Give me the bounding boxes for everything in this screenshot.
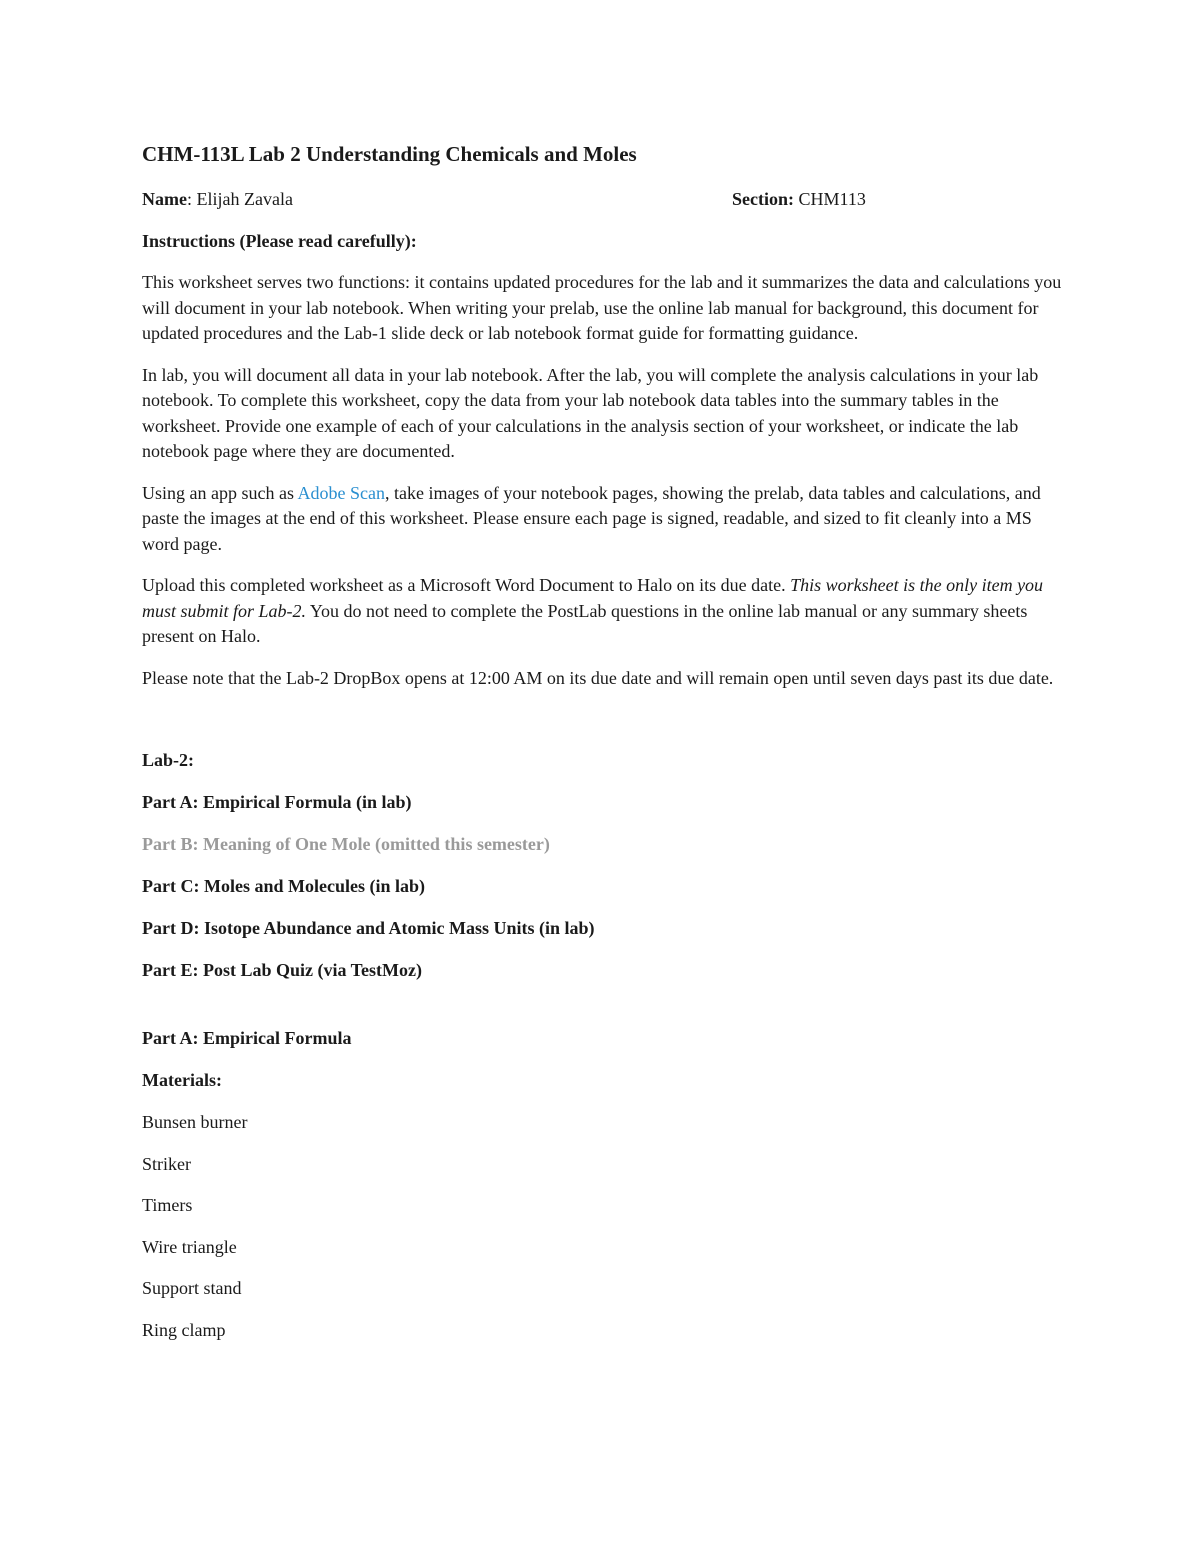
materials-heading: Materials: <box>142 1070 222 1090</box>
paragraph-lab-notebook: In lab, you will document all data in your lab notebook. After the lab, you will complete the analysis calculations in your lab notebook. To complete this worksheet, copy the data from your lab notebook data tables into the summary tables in the worksheet. Provide one example of each of your calculations in the analysis section of your worksheet, or indicate the lab notebook page where they are documented. <box>142 364 1039 461</box>
name-label: Name <box>142 189 187 209</box>
name-field <box>142 189 293 209</box>
material-item: Timers <box>142 1195 193 1215</box>
name-value: : Elijah Zavala <box>186 189 293 209</box>
part-e-item: Part E: Post Lab Quiz (via TestMoz) <box>142 960 422 980</box>
material-item: Ring clamp <box>142 1319 226 1340</box>
para3-before: Using an app such as <box>142 482 298 503</box>
paragraph-dropbox: Please note that the Lab-2 DropBox opens at 12:00 AM on its due date and will remain open until seven days past its due date. <box>142 667 1054 688</box>
part-a-heading: Part A: Empirical Formula <box>142 1028 352 1048</box>
material-item: Bunsen burner <box>142 1112 248 1132</box>
part-b-item: Part B: Meaning of One Mole (omitted this semester) <box>142 834 550 854</box>
section-field <box>732 186 866 212</box>
lab-heading: Lab-2: <box>142 750 195 770</box>
paragraph-scan-images <box>142 481 1062 558</box>
paragraph-worksheet-functions: This worksheet serves two functions: it contains updated procedures for the lab and it summarizes the data and calculations you will document in your lab notebook. When writing your prelab, use the online lab manual for background, this document for updated procedures and the Lab-1 slide deck or lab notebook format guide for formatting guidance. <box>142 272 1062 343</box>
para4-after: You do not need to complete the PostLab questions in the online lab manual or any summary sheets present on Halo. <box>142 600 1028 646</box>
paragraph-upload <box>142 573 1062 650</box>
instructions-heading: Instructions (Please read carefully): <box>142 231 417 251</box>
part-a-item: Part A: Empirical Formula (in lab) <box>142 792 412 812</box>
para4-before: Upload this completed worksheet as a Microsoft Word Document to Halo on its due date. <box>142 575 791 595</box>
adobe-scan-link[interactable]: Adobe Scan <box>297 482 385 503</box>
document-title: CHM-113L Lab 2 Understanding Chemicals and Moles <box>142 142 637 166</box>
material-item: Striker <box>142 1153 191 1174</box>
spacer <box>142 707 1062 747</box>
spacer <box>142 999 1062 1025</box>
part-d-item: Part D: Isotope Abundance and Atomic Mass Units (in lab) <box>142 918 595 938</box>
section-label: Section: <box>732 189 794 209</box>
section-value: CHM113 <box>794 189 866 209</box>
material-item: Wire triangle <box>142 1236 237 1257</box>
document-page <box>142 138 1062 1358</box>
name-section-row <box>142 186 1062 212</box>
material-item: Support stand <box>142 1278 242 1298</box>
para4-italic: This worksheet is the only item you must submit for Lab-2. <box>142 575 1044 621</box>
materials-list <box>142 1109 1062 1343</box>
part-c-item: Part C: Moles and Molecules (in lab) <box>142 876 425 896</box>
para3-after: , take images of your notebook pages, showing the prelab, data tables and calculations, and paste the images at the end of this worksheet. Please ensure each page is signed, readable, and sized to fit cleanly into a MS word page. <box>142 482 1041 554</box>
